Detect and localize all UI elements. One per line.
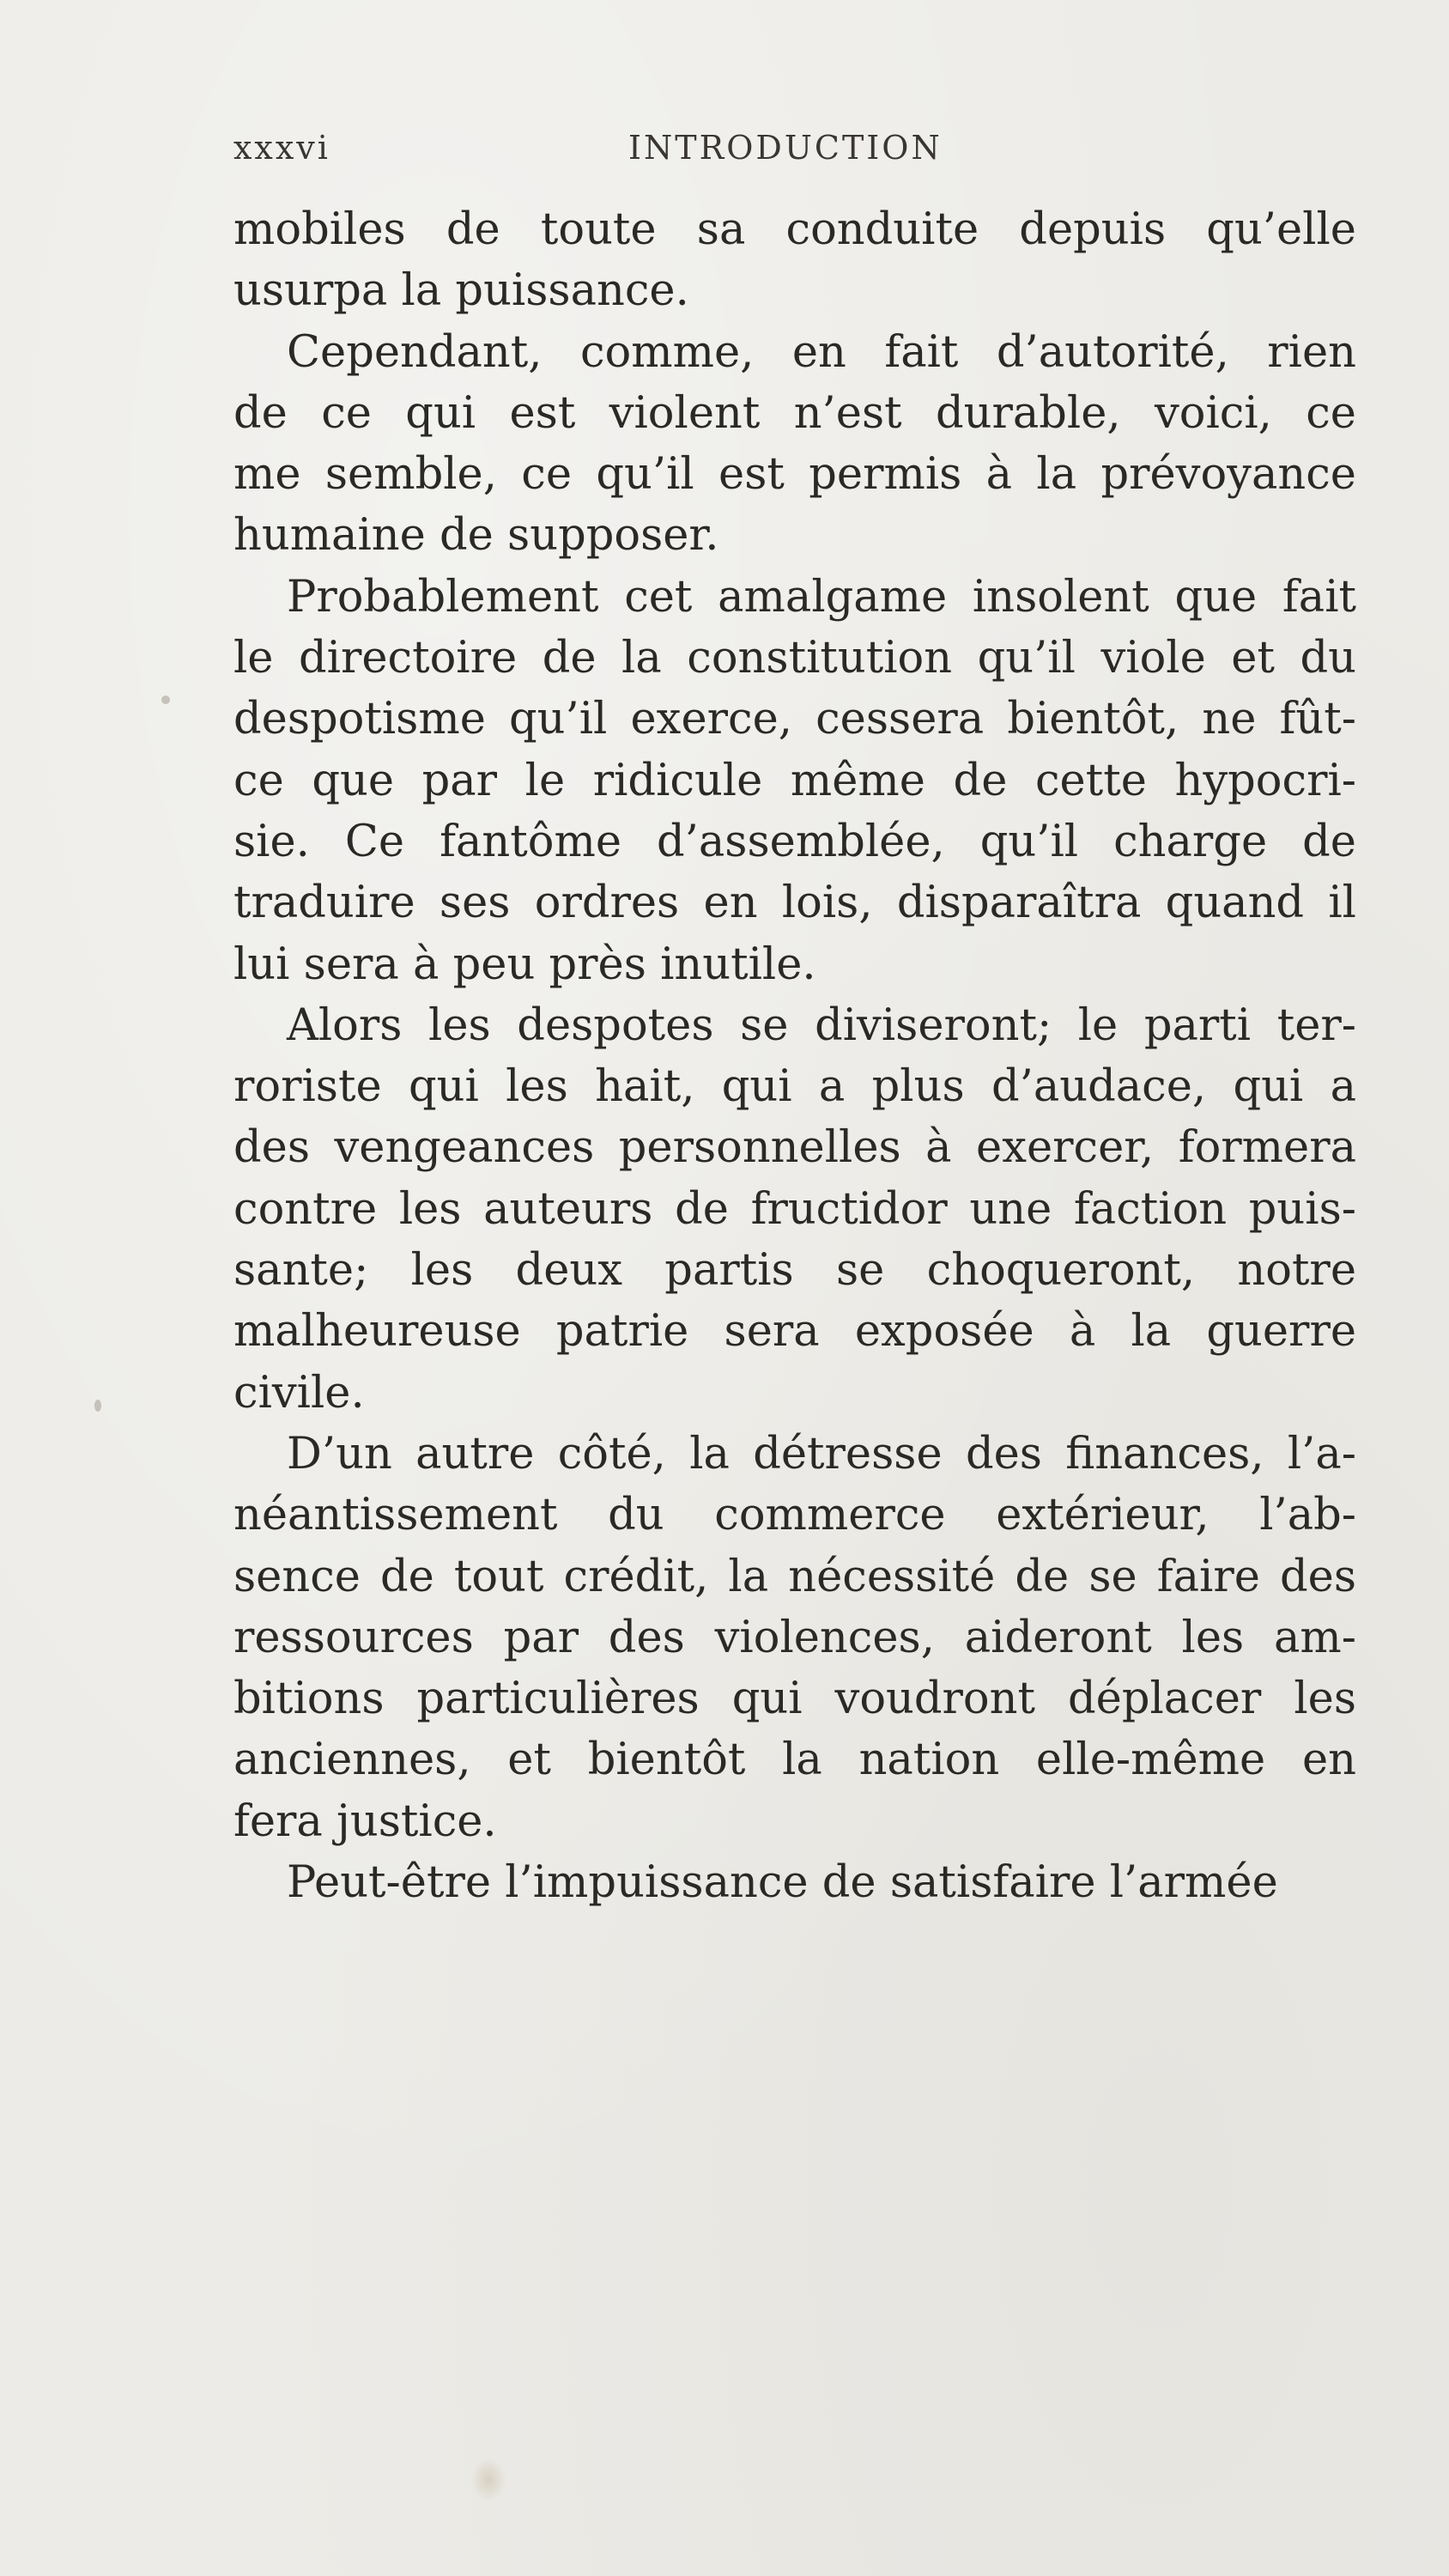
text-line: sie. Ce fantôme d’assemblée, qu’il charge de [233, 816, 1356, 867]
text-line: mobiles de toute sa conduite depuis qu’elle [233, 204, 1356, 255]
text-line: bitions particulières qui voudront déplacer les [233, 1674, 1356, 1725]
page-number: xxxvi [233, 129, 330, 167]
text-line: contre les auteurs de fructidor une faction puis- [233, 1183, 1356, 1235]
text-line: le directoire de la constitution qu’il viole et du [233, 633, 1356, 684]
text-line: lui sera à peu près inutile. [233, 939, 816, 990]
body-text [233, 199, 1356, 1913]
text-line: roriste qui les hait, qui a plus d’audace, qui a [233, 1061, 1356, 1113]
running-head [233, 129, 1367, 180]
paper-speck [94, 1400, 101, 1412]
text-line: malheureuse patrie sera exposée à la guerre [233, 1306, 1356, 1358]
text-line: des vengeances personnelles à exercer, formera [233, 1122, 1356, 1174]
paper-speck [161, 696, 170, 704]
text-line: usurpa la puissance. [233, 265, 689, 317]
text-line: néantissement du commerce extérieur, l’ab- [233, 1490, 1356, 1541]
text-line: humaine de supposer. [233, 510, 719, 562]
text-line: traduire ses ordres en lois, disparaîtra quand il [233, 878, 1356, 929]
text-line: sence de tout crédit, la nécessité de se faire des [233, 1551, 1356, 1602]
text-line: ce que par le ridicule même de cette hypocri- [233, 755, 1356, 806]
paragraph-start-line: Cependant, comme, en fait d’autorité, rien [287, 326, 1356, 378]
paragraph-start-line: D’un autre côté, la détresse des finances, l’a- [287, 1428, 1356, 1479]
text-line: despotisme qu’il exerce, cessera bientôt, ne fût- [233, 694, 1356, 745]
paragraph-start-line: Probablement cet amalgame insolent que fait [287, 571, 1356, 623]
paper-stain [470, 2458, 506, 2502]
text-line: sante; les deux partis se choqueront, notre [233, 1245, 1356, 1297]
text-line: ressources par des violences, aideront les am- [233, 1612, 1356, 1663]
running-title: INTRODUCTION [628, 129, 943, 167]
text-line: de ce qui est violent n’est durable, voici, ce [233, 387, 1356, 439]
text-line: civile. [233, 1367, 365, 1419]
text-line: fera justice. [233, 1795, 497, 1847]
text-line: anciennes, et bientôt la nation elle-même en [233, 1735, 1356, 1786]
paragraph-start-line: Peut-être l’impuissance de satisfaire l’armée [287, 1857, 1278, 1909]
text-line: me semble, ce qu’il est permis à la prévoyance [233, 449, 1356, 501]
paragraph-start-line: Alors les despotes se diviseront; le parti ter- [287, 999, 1356, 1051]
